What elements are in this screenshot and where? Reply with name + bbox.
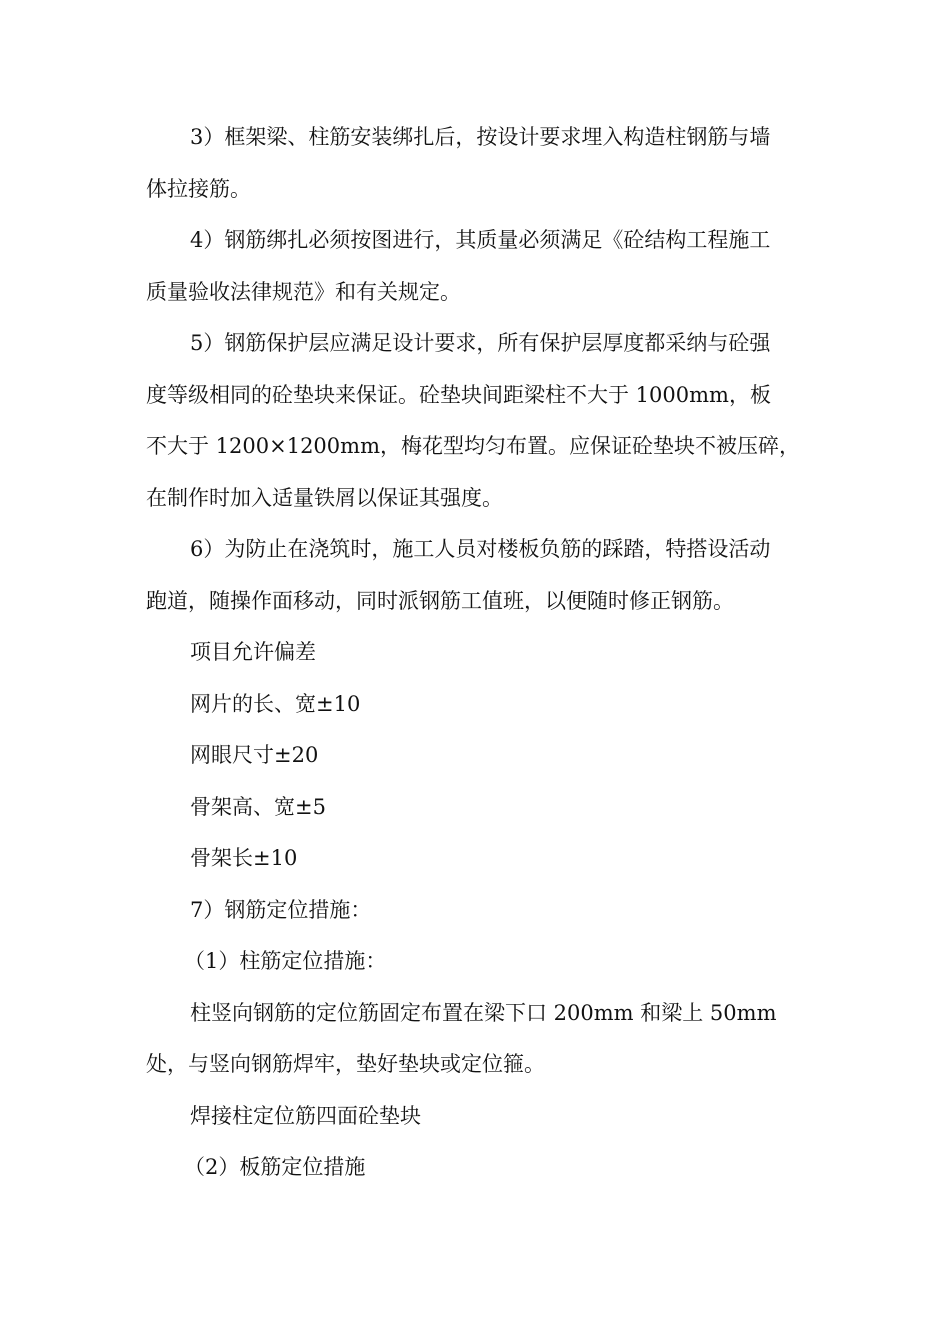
paragraph-line: 7）钢筋定位措施： [190, 897, 372, 922]
document-body [146, 112, 808, 1194]
paragraph-rebar-binding-3 [146, 112, 808, 215]
paragraph-line: 度等级相同的砼垫块来保证。砼垫块间距梁柱不大于 1000mm，板 [146, 382, 771, 407]
tolerance-item [146, 679, 808, 731]
paragraph-cover-layer-5 [146, 318, 808, 524]
paragraph-line: 质量验收法律规范》和有关规定。 [146, 279, 461, 304]
paragraph-line: 网眼尺寸±20 [190, 743, 319, 767]
paragraph-line: 不大于 1200×1200mm，梅花型均匀布置。应保证砼垫块不被压碎， [146, 434, 800, 458]
subsection-heading-slab [146, 1142, 808, 1194]
paragraph-line: 3）框架梁、柱筋安装绑扎后，按设计要求埋入构造柱钢筋与墙 [190, 125, 771, 149]
paragraph-rebar-binding-4 [146, 215, 808, 318]
tolerance-heading [146, 627, 808, 679]
paragraph-line: 6）为防止在浇筑时，施工人员对楼板负筋的踩踏，特搭设活动 [190, 537, 771, 561]
paragraph-column-note [146, 1091, 808, 1143]
paragraph-column-positioning [146, 988, 808, 1091]
paragraph-walkway-6 [146, 524, 808, 627]
paragraph-line: 骨架高、宽±5 [190, 794, 326, 819]
paragraph-line: （1）柱筋定位措施： [184, 949, 387, 973]
paragraph-line: 焊接柱定位筋四面砼垫块 [190, 1103, 421, 1128]
paragraph-line: 骨架长±10 [190, 846, 298, 870]
paragraph-line: 跑道，随操作面移动，同时派钢筋工值班，以便随时修正钢筋。 [146, 588, 734, 613]
paragraph-line: 5）钢筋保护层应满足设计要求，所有保护层厚度都采纳与砼强 [190, 331, 771, 355]
tolerance-item [146, 730, 808, 782]
paragraph-line: 在制作时加入适量铁屑以保证其强度。 [146, 485, 503, 510]
paragraph-line: 体拉接筋。 [146, 176, 251, 201]
paragraph-line: （2）板筋定位措施 [184, 1155, 366, 1179]
section-heading-positioning-7 [146, 885, 808, 937]
subsection-heading-column [146, 936, 808, 988]
paragraph-line: 项目允许偏差 [190, 640, 316, 664]
tolerance-item [146, 782, 808, 834]
tolerance-item [146, 833, 808, 885]
paragraph-line: 处，与竖向钢筋焊牢，垫好垫块或定位箍。 [146, 1052, 545, 1076]
paragraph-line: 4）钢筋绑扎必须按图进行，其质量必须满足《砼结构工程施工 [190, 228, 771, 252]
paragraph-line: 网片的长、宽±10 [190, 691, 361, 716]
paragraph-line: 柱竖向钢筋的定位筋固定布置在梁下口 200mm 和梁上 50mm [190, 1000, 777, 1025]
